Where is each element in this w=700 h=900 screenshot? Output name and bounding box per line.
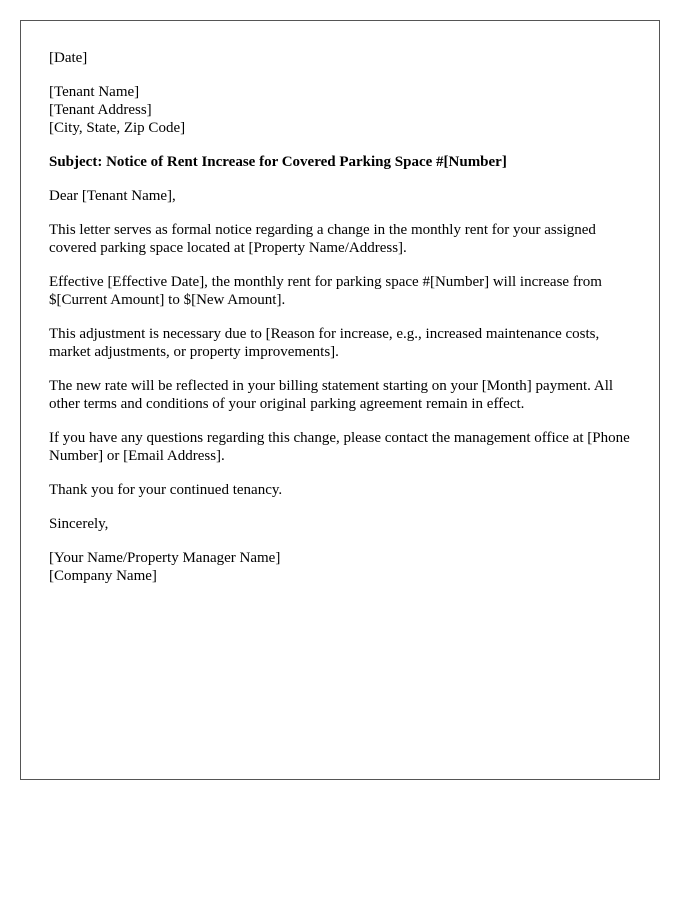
subject-line: Subject: Notice of Rent Increase for Covered Parking Space #[Number] bbox=[49, 154, 507, 170]
signature-name: [Your Name/Property Manager Name] bbox=[49, 550, 281, 566]
paragraph-notice: This letter serves as formal notice regarding a change in the monthly rent for your assigned covered parking space located at [Property Name/Address]. bbox=[49, 222, 596, 256]
salutation: Dear [Tenant Name], bbox=[49, 188, 176, 204]
letter-page bbox=[20, 20, 660, 780]
letter-body bbox=[49, 49, 639, 601]
paragraph-billing: The new rate will be reflected in your billing statement starting on your [Month] payment. All other terms and conditions of your original parking agreement remain in effect. bbox=[49, 378, 614, 412]
signature-block bbox=[49, 549, 639, 585]
paragraph-thanks: Thank you for your continued tenancy. bbox=[49, 482, 283, 498]
paragraph-effective-date: Effective [Effective Date], the monthly rent for parking space #[Number] will increase from $[Current Amount] to $[New Amount]. bbox=[49, 274, 602, 308]
paragraph-contact: If you have any questions regarding this change, please contact the management office at [Phone Number] or [Email Address]. bbox=[49, 430, 630, 464]
closing: Sincerely, bbox=[49, 516, 109, 532]
date-line: [Date] bbox=[49, 50, 88, 66]
paragraph-reason: This adjustment is necessary due to [Reason for increase, e.g., increased maintenance costs, market adjustments, or property improvements]. bbox=[49, 326, 600, 360]
recipient-address-block bbox=[49, 83, 639, 137]
recipient-address: [Tenant Address] bbox=[49, 102, 152, 118]
recipient-name: [Tenant Name] bbox=[49, 84, 140, 100]
signature-company: [Company Name] bbox=[49, 568, 157, 584]
recipient-city-state-zip: [City, State, Zip Code] bbox=[49, 120, 186, 136]
